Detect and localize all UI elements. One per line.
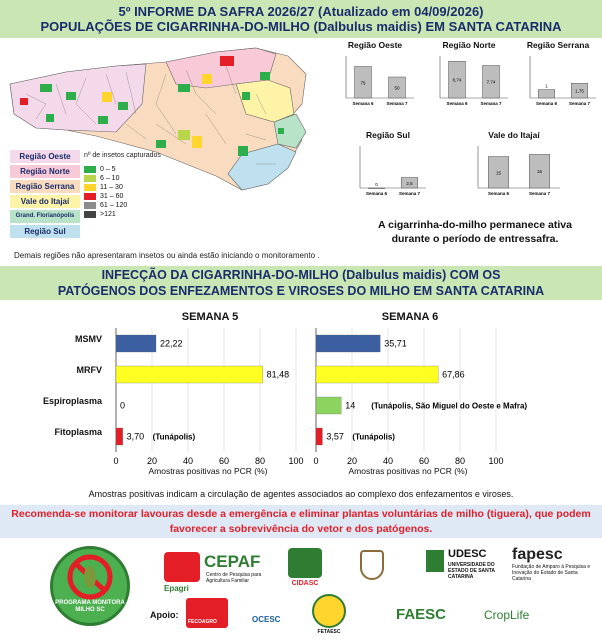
- week5-title: SEMANA 5: [181, 311, 239, 323]
- udesc-sub: UNIVERSIDADE DO ESTADO DE SANTA CATARINA: [448, 562, 495, 580]
- mini-chart-serrana: [516, 40, 600, 110]
- mini-bar-label: 2,5: [406, 180, 413, 186]
- legend-region-serrana: Região Serrana: [10, 180, 80, 193]
- legend-region-sul: Região Sul: [10, 225, 80, 238]
- category-label: MRFV: [76, 365, 102, 375]
- bar-value-label: 3,57: [326, 431, 344, 442]
- mini-chart-title: Região Oeste: [347, 40, 403, 50]
- mini-category-label: Semana 6: [535, 101, 558, 106]
- fapesc-sub: Fundação de Amparo à Pesquisa e Inovação do Estado de Santa Catarina: [512, 564, 591, 582]
- tick-label: 100: [288, 456, 304, 466]
- scale-item: 31 – 60: [84, 192, 127, 201]
- legend-region-norte: Região Norte: [10, 165, 80, 178]
- fapesc-label: fapesc: [512, 546, 563, 563]
- bar: [316, 335, 380, 352]
- week5-chart: [112, 324, 302, 464]
- week6-title: SEMANA 6: [381, 311, 439, 323]
- report-title: 5º INFORME DA SAFRA 2026/27 (Atualizado em 04/09/2026): [118, 4, 484, 19]
- category-label: Fitoplasma: [54, 427, 102, 437]
- bar: [316, 428, 322, 445]
- tick-label: 60: [418, 456, 430, 466]
- bar-value-label: 81,48: [266, 369, 290, 380]
- bar-value-label: 35,71: [384, 338, 407, 349]
- mini-category-label: Semana 7: [528, 191, 551, 196]
- mini-chart-norte: [426, 40, 512, 110]
- warning-banner: Recomenda-se monitorar lavouras desde a emergência e eliminar plantas voluntárias de milho (tiguera), que podem favorecer a sobrevivência do vetor e dos patógenos.: [0, 505, 602, 538]
- mini-category-label: Semana 6: [487, 191, 510, 196]
- mini-bar-label: 0: [375, 182, 378, 187]
- mini-bar: [538, 90, 555, 98]
- mini-category-label: Semana 7: [398, 191, 421, 196]
- mini-category-label: Semana 7: [386, 101, 408, 106]
- category-label: MSMV: [75, 334, 102, 344]
- scale-item: 11 – 30: [84, 183, 127, 192]
- mini-category-label: Semana 7: [480, 101, 502, 106]
- tick-label: 60: [218, 456, 230, 466]
- cepaf-label: CEPAF: [204, 552, 261, 571]
- tick-label: 80: [454, 456, 466, 466]
- cepaf-sub: Centro de Pesquisa para Agricultura Familiar: [206, 572, 262, 584]
- mini-bar-label: 75: [360, 80, 366, 86]
- epagri-label: Epagri: [164, 584, 189, 593]
- mini-chart-plot: [516, 52, 600, 108]
- mini-bar-label: 1,75: [575, 88, 584, 94]
- tick-label: 80: [254, 456, 266, 466]
- bar-value-label: 0: [120, 400, 126, 411]
- mini-category-label: Semana 6: [446, 101, 468, 106]
- mini-chart-plot: [346, 142, 430, 198]
- udesc-logo: [426, 550, 444, 572]
- bar-value-label: 14: [345, 400, 356, 411]
- mini-bar: [368, 188, 385, 189]
- mini-chart-title: Região Sul: [366, 130, 410, 140]
- mini-chart-plot: [332, 52, 418, 108]
- bar-annotation: (Tunápolis): [152, 432, 196, 442]
- crest-logo: [360, 550, 384, 580]
- bar-annotation: (Tunápolis, São Miguel do Oeste e Mafra): [371, 401, 528, 411]
- mini-category-label: Semana 6: [365, 191, 388, 196]
- program-label: PROGRAMA MONITORA MILHO SC: [55, 600, 125, 613]
- section2-title: INFECÇÃO DA CIGARRINHA-DO-MILHO (Dalbulus maidis) COM OS: [101, 268, 501, 282]
- pcr-note: Amostras positivas indicam a circulação de agentes associados ao complexo dos enfezamentos e viroses.: [88, 489, 514, 499]
- legend-region-oeste: Região Oeste: [10, 150, 80, 163]
- croplife-label: CropLife: [484, 608, 530, 622]
- bar: [316, 366, 438, 383]
- week5-xlabel: Amostras positivas no PCR (%): [148, 466, 268, 476]
- week6-chart: [312, 324, 542, 464]
- epagri-logo: [164, 552, 200, 582]
- scale-title: nº de insetos capturados: [84, 152, 161, 159]
- tick-label: 100: [488, 456, 504, 466]
- tick-label: 0: [313, 456, 319, 466]
- mini-bar-label: 15: [495, 170, 502, 176]
- mini-chart-oeste: [332, 40, 418, 110]
- cidasc-logo: [288, 548, 322, 578]
- mini-category-label: Semana 7: [568, 101, 591, 106]
- scale-item: 0 – 5: [84, 165, 127, 174]
- tick-label: 40: [182, 456, 194, 466]
- region-legend: [10, 150, 80, 240]
- scale-legend: [84, 165, 127, 219]
- scale-item: 6 – 10: [84, 174, 127, 183]
- mini-bar-label: 7,74: [486, 79, 496, 85]
- fecoagro-label: FECOAGRO: [188, 619, 217, 625]
- map-note: Demais regiões não apresentaram insetos ou ainda estão iniciando o monitoramento .: [14, 251, 320, 260]
- scale-item: >121: [84, 210, 127, 219]
- week6-xlabel: Amostras positivas no PCR (%): [348, 466, 468, 476]
- report-subtitle: POPULAÇÕES DE CIGARRINHA-DO-MILHO (Dalbulus maidis) EM SANTA CATARINA: [40, 19, 562, 34]
- mini-chart-plot: [426, 52, 512, 108]
- mini-chart-plot: [464, 142, 564, 198]
- bar-value-label: 22,22: [159, 338, 183, 349]
- mini-bar-label: 8,74: [452, 77, 462, 83]
- scale-item: 61 – 120: [84, 201, 127, 210]
- category-label: Espiroplasma: [42, 396, 102, 406]
- bar: [116, 366, 263, 383]
- fetaesc-logo: [312, 594, 346, 628]
- callout-text: A cigarrinha-do-milho permanece ativa durante o período de entressafra.: [378, 219, 572, 245]
- fetaesc-label: FETAESC: [317, 629, 341, 635]
- tick-label: 20: [146, 456, 158, 466]
- bar: [116, 428, 123, 445]
- bar-annotation: (Tunápolis): [352, 432, 395, 442]
- mini-chart-sul: [346, 130, 430, 200]
- ocesc-label: OCESC: [252, 615, 281, 624]
- bar: [116, 335, 156, 352]
- tick-label: 40: [382, 456, 394, 466]
- faesc-label: FAESC: [396, 606, 447, 623]
- support-label: Apoio:: [150, 610, 179, 620]
- legend-region-vale: Vale do Itajaí: [10, 195, 80, 208]
- monitora-milho-logo: [50, 546, 130, 626]
- bar-value-label: 3,70: [126, 431, 145, 442]
- bar-value-label: 67,86: [442, 369, 465, 380]
- tick-label: 0: [113, 456, 119, 466]
- mini-chart-title: Região Norte: [442, 40, 496, 50]
- mini-bar-label: 1: [545, 83, 548, 89]
- no-insect-icon: [53, 549, 127, 605]
- mini-category-label: Semana 6: [352, 101, 374, 106]
- mini-bar-label: 16: [536, 169, 543, 175]
- bar: [316, 397, 341, 414]
- mini-bar-label: 50: [394, 85, 400, 91]
- mini-chart-title: Região Serrana: [526, 40, 590, 50]
- cidasc-label: CIDASC: [291, 580, 319, 587]
- mini-chart-title: Vale do Itajaí: [488, 130, 540, 140]
- section2-subtitle: PATÓGENOS DOS ENFEZAMENTOS E VIROSES DO MILHO EM SANTA CATARINA: [57, 284, 545, 298]
- tick-label: 20: [346, 456, 358, 466]
- udesc-label: UDESC: [448, 548, 487, 560]
- legend-region-florianopolis: Grand. Florianópolis: [10, 210, 80, 223]
- mini-chart-vale: [464, 130, 564, 200]
